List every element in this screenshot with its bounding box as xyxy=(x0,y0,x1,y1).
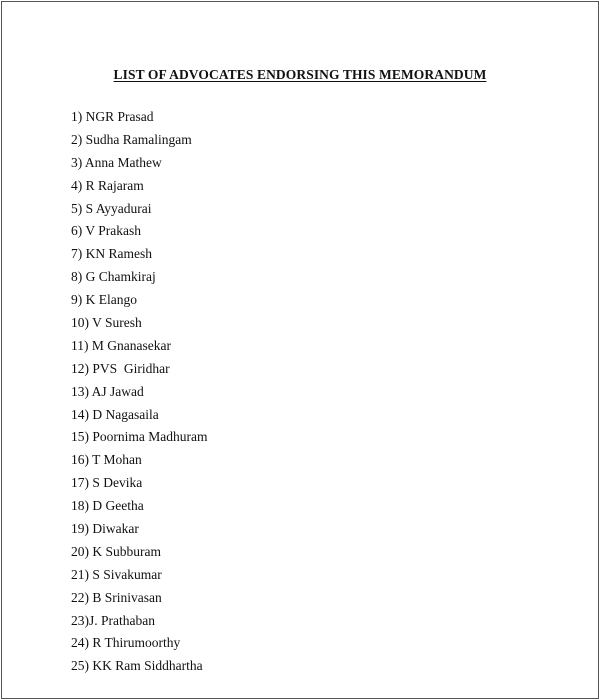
document-title: LIST OF ADVOCATES ENDORSING THIS MEMORANDUM xyxy=(113,67,487,82)
list-item: 25) KK Ram Siddhartha xyxy=(71,658,203,674)
list-item: 12) PVS Giridhar xyxy=(71,360,170,376)
list-item: 3) Anna Mathew xyxy=(71,154,162,170)
document-page xyxy=(1,1,599,699)
advocate-list xyxy=(71,106,207,678)
list-item: 14) D Nagasaila xyxy=(71,406,159,422)
list-item: 18) D Geetha xyxy=(71,498,144,514)
list-item: 7) KN Ramesh xyxy=(71,246,152,262)
list-item: 23)J. Prathaban xyxy=(71,612,155,628)
list-item: 2) Sudha Ramalingam xyxy=(71,131,192,147)
list-item: 8) G Chamkiraj xyxy=(71,269,156,285)
list-item: 11) M Gnanasekar xyxy=(71,337,171,353)
list-item: 24) R Thirumoorthy xyxy=(71,635,181,651)
list-item: 4) R Rajaram xyxy=(71,177,144,193)
list-item: 21) S Sivakumar xyxy=(71,566,162,582)
list-item: 19) Diwakar xyxy=(71,521,139,537)
list-item: 9) K Elango xyxy=(71,292,137,308)
list-item: 20) K Subburam xyxy=(71,543,161,559)
list-item: 10) V Suresh xyxy=(71,315,142,331)
list-item: 17) S Devika xyxy=(71,475,143,491)
list-item: 6) V Prakash xyxy=(71,223,141,239)
list-item: 15) Poornima Madhuram xyxy=(71,429,208,445)
list-item: 16) T Mohan xyxy=(71,452,142,468)
list-item: 1) NGR Prasad xyxy=(71,109,154,124)
list-item: 13) AJ Jawad xyxy=(71,383,144,399)
list-item: 5) S Ayyadurai xyxy=(71,200,152,216)
list-item: 22) B Srinivasan xyxy=(71,589,162,605)
